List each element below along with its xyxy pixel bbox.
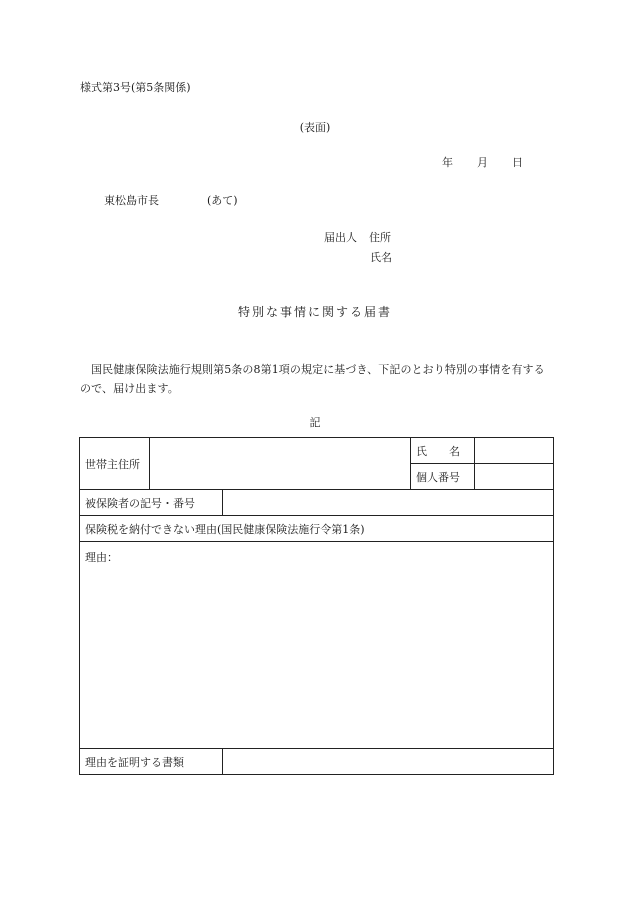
form-table xyxy=(79,437,554,775)
name-label-2: 名 xyxy=(449,444,460,458)
addressee xyxy=(104,195,238,206)
householder-address-label: 世帯主住所 xyxy=(80,438,150,490)
personal-number-label: 個人番号 xyxy=(411,464,475,490)
personal-number-field[interactable] xyxy=(475,464,554,490)
reason-field[interactable] xyxy=(80,542,554,749)
document-title: 特別な事情に関する届書 xyxy=(237,305,392,319)
addressee-name: 東松島市長 xyxy=(104,194,159,207)
form-number: 様式第3号(第5条関係) xyxy=(80,81,191,94)
name-field[interactable] xyxy=(475,438,554,464)
insured-number-label: 被保険者の記号・番号 xyxy=(80,490,223,516)
insured-number-field[interactable] xyxy=(223,490,554,516)
submitter-address-label: 住所 xyxy=(369,231,391,244)
submitter-address-line xyxy=(324,232,391,243)
date-year-label: 年 xyxy=(442,156,453,169)
submitter-name-label: 氏名 xyxy=(370,251,392,264)
name-label-1: 氏 xyxy=(416,444,427,458)
date-month-label: 月 xyxy=(477,156,488,169)
addressee-atte: (あて) xyxy=(207,194,238,207)
ki-heading: 記 xyxy=(309,416,321,429)
date-day-label: 日 xyxy=(512,156,523,169)
reason-label: 理由： xyxy=(85,551,118,564)
reason-heading: 保険税を納付できない理由(国民健康保険法施行令第1条) xyxy=(80,516,554,542)
householder-address-field[interactable] xyxy=(150,438,411,490)
document-body: 国民健康保険法施行規則第5条の8第1項の規定に基づき、下記のとおり特別の事情を有するので、届け出ます。 xyxy=(80,363,545,395)
side-label: (表面) xyxy=(299,121,331,134)
proof-docs-label-text: 理由を証明する書類 xyxy=(85,755,184,769)
proof-docs-field[interactable] xyxy=(223,749,554,775)
proof-docs-label xyxy=(80,749,223,775)
name-label xyxy=(411,438,475,464)
submitter-label: 届出人 xyxy=(324,231,357,244)
date-line xyxy=(442,157,523,168)
